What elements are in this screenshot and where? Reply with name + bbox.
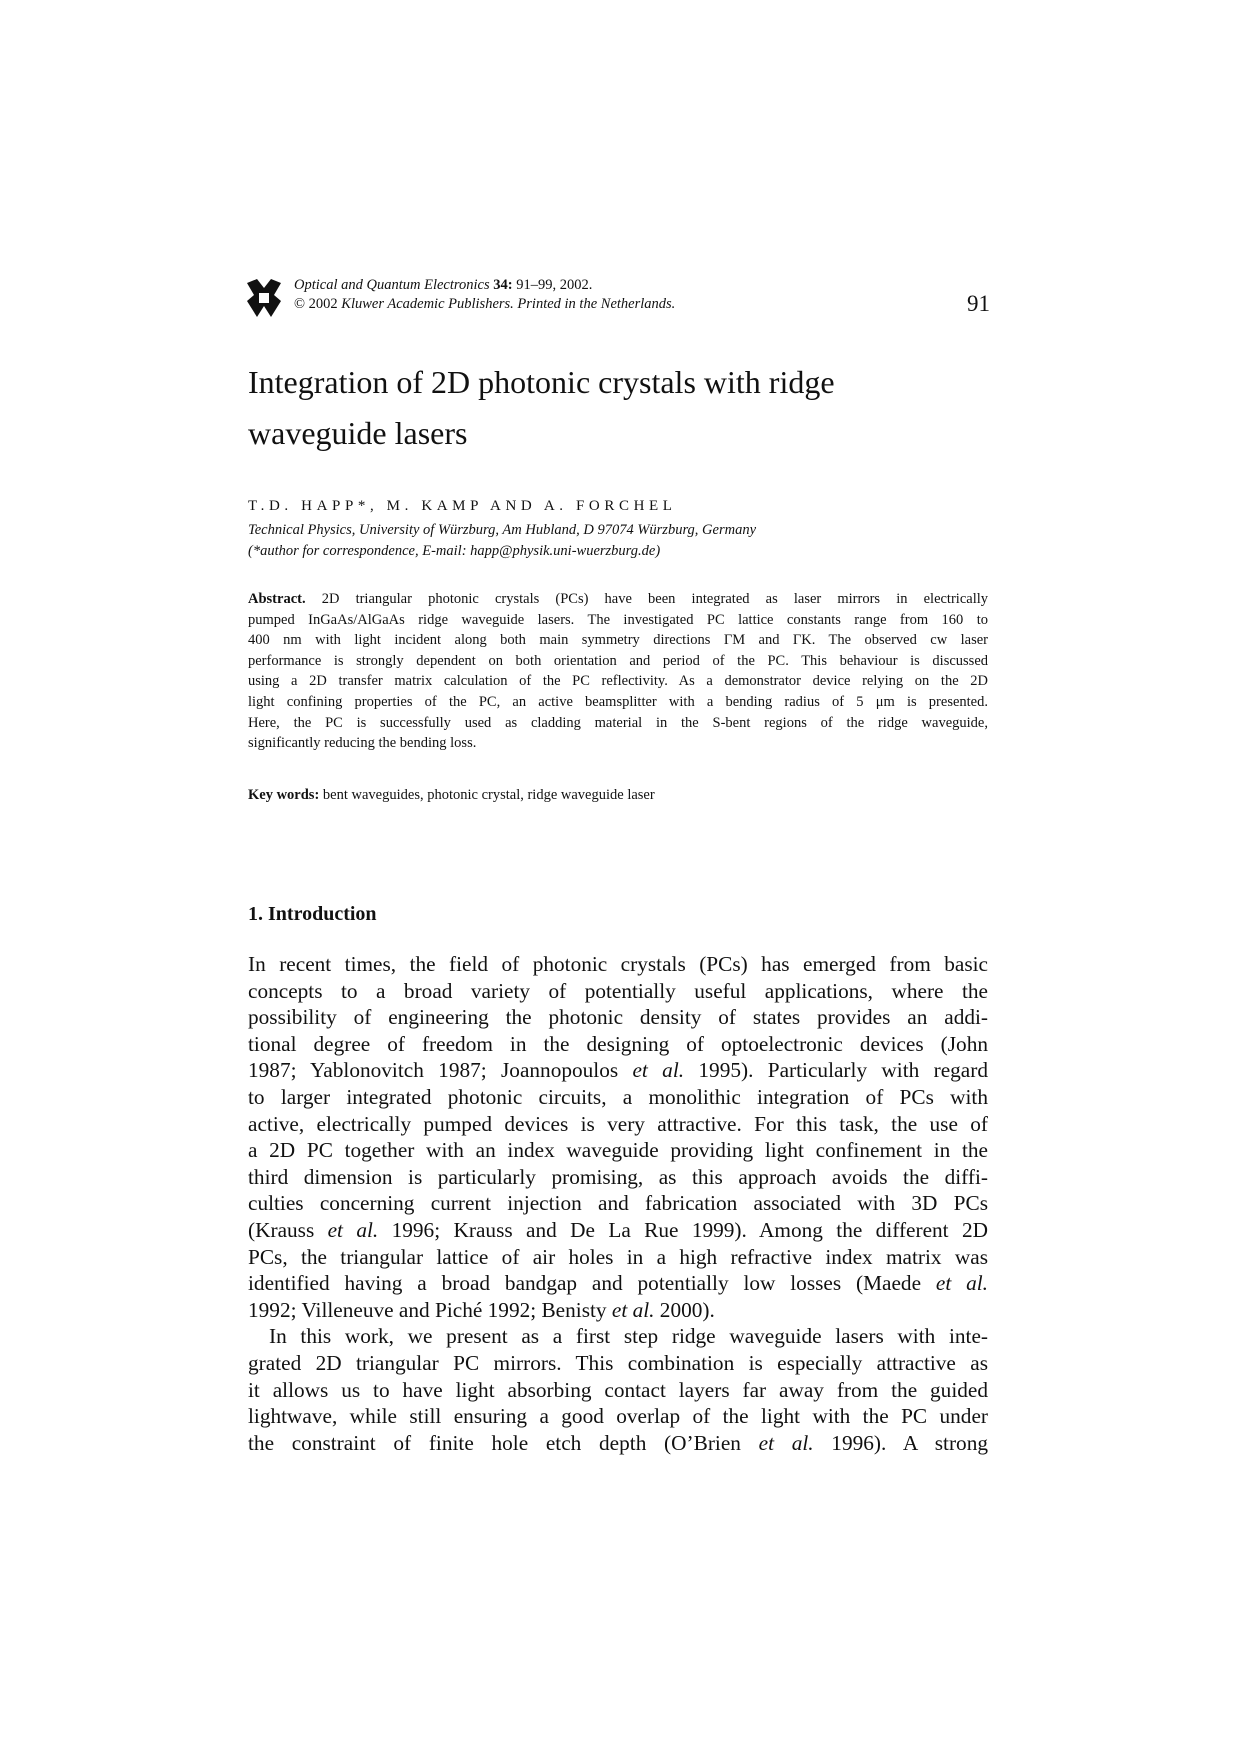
copyright-year: 2002 <box>305 296 342 312</box>
journal-citation <box>294 276 675 314</box>
abstract-label: Abstract. <box>248 591 306 607</box>
journal-line-2 <box>294 295 675 314</box>
body-line: concepts to a broad variety of potentially useful applications, where the <box>248 978 988 1003</box>
body-line: the constraint of finite hole etch depth (O’Brien et al. 1996). A strong <box>248 1430 988 1455</box>
copyright-symbol: © <box>294 296 306 312</box>
body-line: a 2D PC together with an index waveguide providing light confinement in the <box>248 1138 988 1163</box>
title-line: Integration of 2D photonic crystals with ridge <box>248 364 835 400</box>
abstract-line <box>248 589 988 610</box>
abstract-line: performance is strongly dependent on both orientation and period of the PC. This behaviour is discussed <box>248 652 988 669</box>
body-line: 1992; Villeneuve and Piché 1992; Benisty et al. 2000). <box>248 1297 715 1322</box>
kluwer-logo-icon <box>247 279 281 317</box>
affiliation <box>248 520 756 562</box>
paper-title <box>248 357 1008 459</box>
abstract-line: significantly reducing the bending loss. <box>248 735 477 752</box>
abstract-line: using a 2D transfer matrix calculation of the PC reflectivity. As a demonstrator device relying on the 2D <box>248 673 988 690</box>
title-line: waveguide lasers <box>248 415 468 451</box>
author-list: T.D. HAPP*, M. KAMP AND A. FORCHEL <box>248 498 677 514</box>
body-line: possibility of engineering the photonic density of states provides an addi- <box>248 1005 988 1030</box>
body-line: active, electrically pumped devices is very attractive. For this task, the use of <box>248 1111 988 1136</box>
keywords <box>248 787 655 804</box>
correspondence-line: (*author for correspondence, E-mail: happ@physik.uni-wuerzburg.de) <box>248 543 661 559</box>
abstract-text: 2D triangular photonic crystals (PCs) have been integrated as laser mirrors in electrically <box>305 591 988 607</box>
abstract-line: Here, the PC is successfully used as cladding material in the S-bent regions of the ridge waveguide, <box>248 714 988 731</box>
abstract <box>248 589 988 754</box>
body-line: In recent times, the field of photonic crystals (PCs) has emerged from basic <box>248 952 988 976</box>
body-text <box>248 951 988 1456</box>
abstract-line: light confining properties of the PC, an active beamsplitter with a bending radius of 5 μm is presented. <box>248 693 988 710</box>
body-line: lightwave, while still ensuring a good overlap of the light with the PC under <box>248 1404 988 1429</box>
body-line: grated 2D triangular PC mirrors. This combination is especially attractive as <box>248 1350 988 1375</box>
keywords-label: Key words: <box>248 787 320 803</box>
section-heading: 1. Introduction <box>248 903 377 925</box>
journal-line-1 <box>294 276 675 295</box>
body-line: tional degree of freedom in the designing of optoelectronic devices (John <box>248 1031 988 1056</box>
abstract-line: pumped InGaAs/AlGaAs ridge waveguide lasers. The investigated PC lattice constants range from 160 to <box>248 611 988 628</box>
body-line: In this work, we present as a first step ridge waveguide lasers with inte- <box>269 1324 988 1349</box>
keywords-text: bent waveguides, photonic crystal, ridge waveguide laser <box>319 787 655 803</box>
body-line: (Krauss et al. 1996; Krauss and De La Rue 1999). Among the different 2D <box>248 1217 988 1242</box>
body-line: identified having a broad bandgap and potentially low losses (Maede et al. <box>248 1271 988 1296</box>
affiliation-line: Technical Physics, University of Würzburg, Am Hubland, D 97074 Würzburg, Germany <box>248 522 757 538</box>
journal-pages-year: 91–99, 2002. <box>512 277 593 293</box>
publisher-line: Kluwer Academic Publishers. Printed in the Netherlands. <box>341 296 676 312</box>
body-line: culties concerning current injection and fabrication associated with 3D PCs <box>248 1191 988 1216</box>
body-line: to larger integrated photonic circuits, a monolithic integration of PCs with <box>248 1084 988 1109</box>
journal-name: Optical and Quantum Electronics <box>294 277 490 293</box>
body-line: it allows us to have light absorbing contact layers far away from the guided <box>248 1377 988 1402</box>
body-line: PCs, the triangular lattice of air holes in a high refractive index matrix was <box>248 1244 988 1269</box>
page-number: 91 <box>967 291 990 316</box>
body-line: 1987; Yablonovitch 1987; Joannopoulos et al. 1995). Particularly with regard <box>248 1058 988 1083</box>
journal-volume: 34: <box>493 277 513 293</box>
abstract-line: 400 nm with light incident along both main symmetry directions ΓM and ΓK. The observed cw laser <box>248 632 988 649</box>
body-line: third dimension is particularly promising, as this approach avoids the diffi- <box>248 1164 988 1189</box>
